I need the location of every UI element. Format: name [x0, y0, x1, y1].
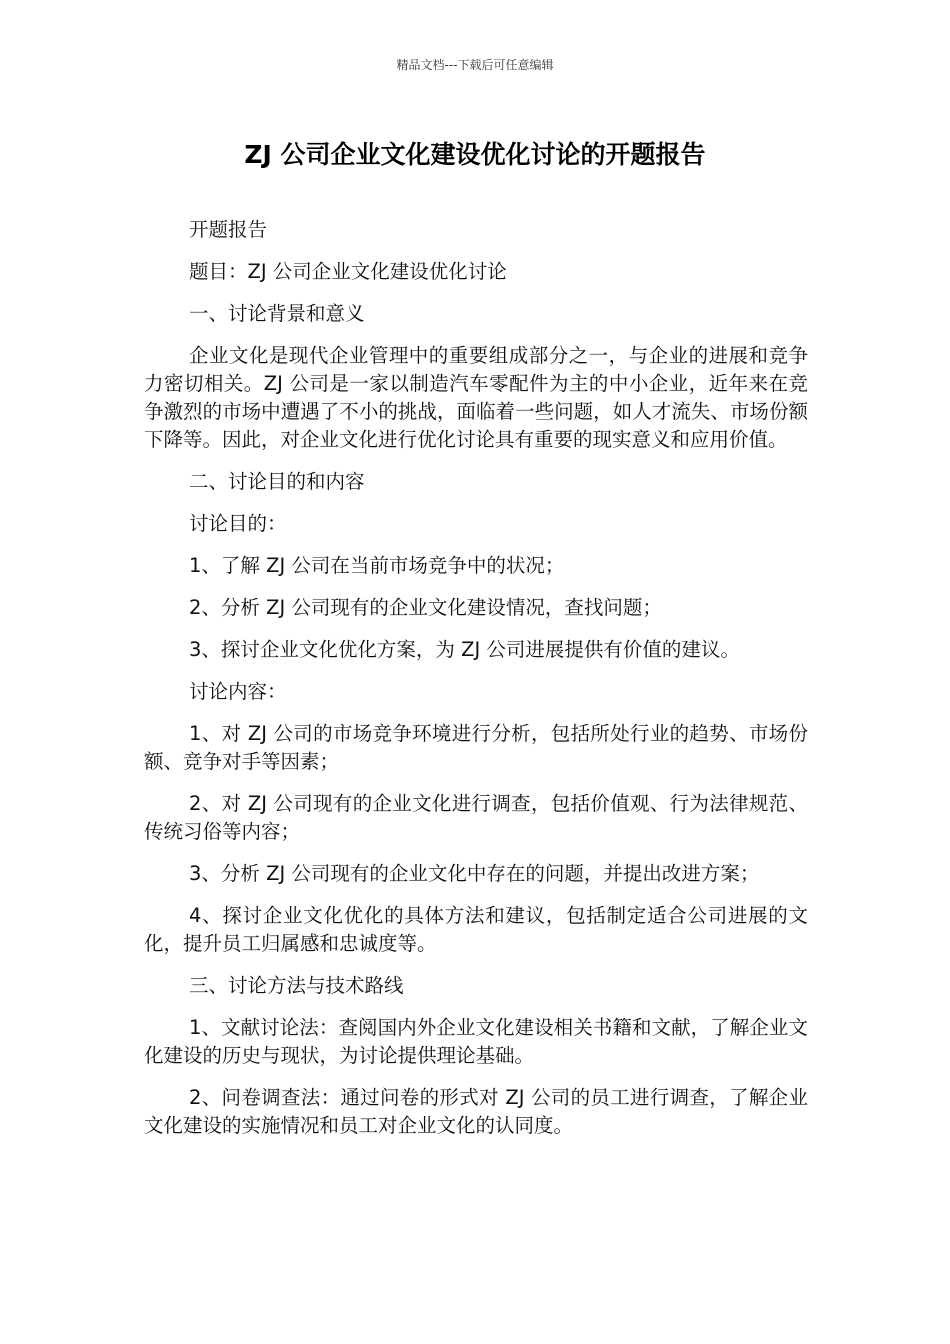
- page-header-watermark: 精品文档---下载后可任意编辑: [396, 58, 554, 72]
- list-item-purpose-2: 2、分析 ZJ 公司现有的企业文化建设情况，查找问题；: [189, 596, 662, 619]
- section-heading-purpose: 二、讨论目的和内容: [189, 470, 365, 493]
- list-item-content-2: 2、对 ZJ 公司现有的企业文化进行调查，包括价值观、行为法律规范、传统习俗等内容；: [144, 792, 808, 843]
- paragraph-topic: 题目：ZJ 公司企业文化建设优化讨论: [189, 260, 507, 283]
- list-item-content-4: 4、探讨企业文化优化的具体方法和建议，包括制定适合公司进展的文化，提升员工归属感和忠诚度等。: [144, 904, 808, 955]
- list-item-purpose-3: 3、探讨企业文化优化方案，为 ZJ 公司进展提供有价值的建议。: [189, 638, 740, 661]
- paragraph-background-body: 企业文化是现代企业管理中的重要组成部分之一，与企业的进展和竞争力密切相关。ZJ 公司是一家以制造汽车零配件为主的中小企业，近年来在竞争激烈的市场中遭遇了不小的挑战，面临着一些问题，如人才流失、市场份额下降等。因此，对企业文化进行优化讨论具有重要的现实意义和应用价值。: [144, 344, 808, 451]
- subheading-content: 讨论内容：: [189, 680, 287, 703]
- list-item-content-3: 3、分析 ZJ 公司现有的企业文化中存在的问题，并提出改进方案；: [189, 862, 760, 885]
- list-item-method-1: 1、文献讨论法：查阅国内外企业文化建设相关书籍和文献，了解企业文化建设的历史与现状，为讨论提供理论基础。: [144, 1016, 808, 1067]
- section-heading-background: 一、讨论背景和意义: [189, 302, 365, 325]
- list-item-method-2: 2、问卷调查法：通过问卷的形式对 ZJ 公司的员工进行调查，了解企业文化建设的实施情况和员工对企业文化的认同度。: [144, 1086, 808, 1137]
- document-title: ZJ 公司企业文化建设优化讨论的开题报告: [244, 140, 706, 169]
- list-item-content-1: 1、对 ZJ 公司的市场竞争环境进行分析，包括所处行业的趋势、市场份额、竞争对手等因素；: [144, 722, 808, 773]
- subheading-purpose: 讨论目的：: [189, 512, 287, 535]
- paragraph-report-label: 开题报告: [189, 218, 268, 241]
- document-body: [144, 216, 808, 1154]
- list-item-purpose-1: 1、了解 ZJ 公司在当前市场竞争中的状况；: [189, 554, 565, 577]
- section-heading-methods: 三、讨论方法与技术路线: [189, 974, 404, 997]
